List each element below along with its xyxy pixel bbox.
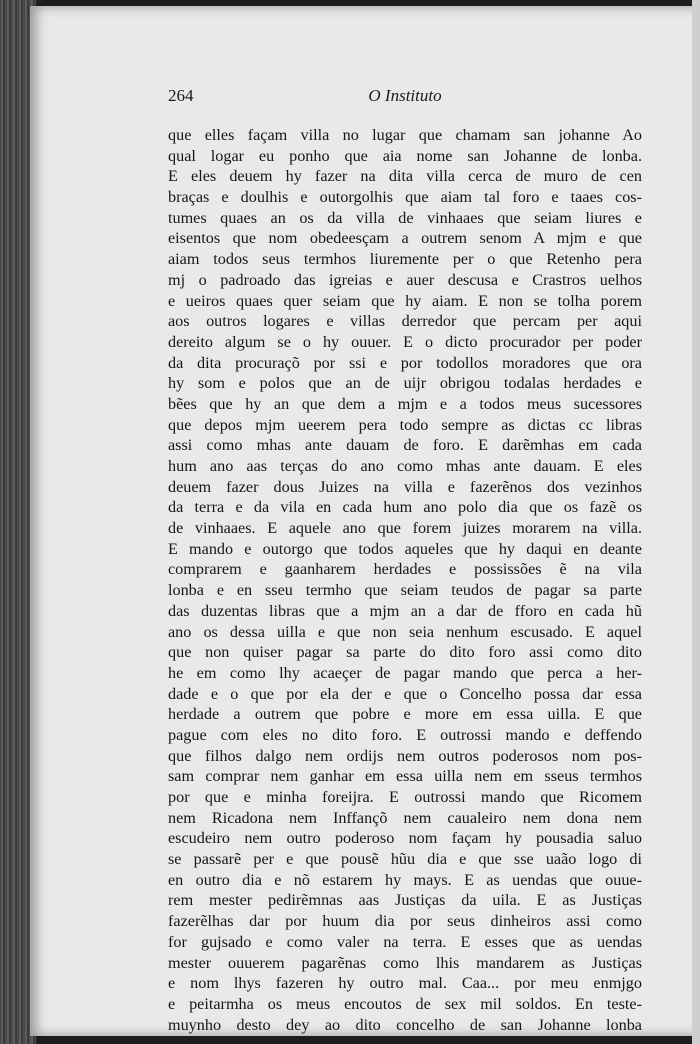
text-line: e peitarmha os meus encoutos de sex mil soldos. En teste- — [168, 994, 642, 1013]
page-header — [168, 86, 642, 114]
text-line: de vinhaaes. E aquele ano que forem juizes morarem na villa. — [168, 519, 642, 538]
text-line: en outro dia e nõ estarem hy mays. E as uendas que ouue- — [168, 870, 642, 889]
text-line: braças e doulhis e outorgolhis que aiam tal foro e taaes cos- — [168, 188, 642, 207]
document-body — [168, 125, 642, 1035]
text-line: hum ano aas terças do ano como mhas ante dauam. E eles — [168, 457, 642, 475]
text-line: mester ouuerem pagarẽnas como lhis mandarem as Justiças — [168, 953, 642, 972]
text-line: E mando e outorgo que todos aqueles que hy daqui en deante — [168, 539, 642, 558]
right-margin-edge — [692, 0, 700, 1044]
text-line: por que e minha foreijra. E outrossi mando que Ricomem — [168, 788, 642, 806]
text-line: se passarẽ per e que pousẽ hũu dia e que sse uaão logo di — [168, 850, 642, 869]
text-line: escudeiro nem outro poderoso nom façam hy pousadia saluo — [168, 829, 642, 848]
text-line: hy som e polos que an de uijr obrigou todalas herdades e — [168, 374, 642, 393]
text-line: da dita procuraçõ por ssi e por todollos moradores que ora — [168, 353, 642, 372]
text-line: lonba e en sseu termho que seiam teudos de pagar sa parte — [168, 581, 642, 600]
text-line: das duzentas libras que a mjm an a dar de fforo en cada hũ — [168, 601, 642, 620]
text-line: qual logar eu ponho que aia nome san Johanne de lonba. — [168, 146, 642, 165]
text-line: rem mester pedirẽmnas aas Justiças da uila. E as Justiças — [168, 891, 642, 910]
text-line: mj o padroado das igreias e auer descusa e Crastros uelhos — [168, 270, 642, 289]
text-line: deuem fazer dous Juizes na villa e fazerẽnos dos vezinhos — [168, 477, 642, 496]
text-line: nem Ricadona nem Inffançõ nem caualeiro nem dona nem — [168, 808, 642, 827]
running-title: O Instituto — [368, 86, 442, 105]
text-line: que filhos dalgo nem ordijs nem outros poderosos nom pos- — [168, 746, 642, 765]
text-line: assi como mhas ante dauam de foro. E darẽmhas em cada — [168, 436, 642, 455]
text-line: for gujsado e como valer na terra. E esses que as uendas — [168, 932, 642, 951]
text-line: ano os dessa uilla e que non seia nenhum escusado. E aquel — [168, 622, 642, 641]
text-line: da terra e da vila en cada hum ano polo dia que os fazẽ os — [168, 498, 642, 517]
text-line: e nom lhys fazeren hy outro mal. Caa... por meu enmjgo — [168, 974, 642, 993]
text-line: dade e o que por ela der e que o Concelho possa dar essa — [168, 684, 642, 703]
page-number: 264 — [168, 86, 194, 105]
text-line: aiam todos seus termhos liuremente per o que Retenho pera — [168, 250, 642, 269]
text-line: he em como lhy acaeçer de pagar mando que perca a her- — [168, 663, 642, 682]
text-line: muynho desto dey ao dito concelho de san Johanne lonba — [168, 1015, 642, 1034]
text-line: herdade a outrem que pobre e more em essa uilla. E que — [168, 705, 642, 724]
text-line: aos outros logares e villas derredor que percam per aqui — [168, 312, 642, 331]
text-line: que elles façam villa no lugar que chamam san johanne Ao — [168, 126, 642, 144]
text-line: sam comprar nem ganhar em essa uilla nem em sseus termhos — [168, 767, 642, 786]
text-line: dereito algum se o hy ouuer. E o dicto procurador per poder — [168, 332, 642, 351]
text-line: que depos mjm ueerem pera todo sempre as dictas cc libras — [168, 415, 642, 434]
text-line: tumes quaes an os da villa de vinhaaes que seiam liures e — [168, 208, 642, 227]
text-line: pague com eles no dito foro. E outrossi mando e deffendo — [168, 725, 642, 744]
text-line: que non quiser pagar sa parte do dito foro assi como dito — [168, 643, 642, 662]
text-line: eisentos que nom obedeesçam a outrem senom A mjm e que — [168, 229, 642, 248]
text-line: bẽes que hy an que dem a mjm e a todos meus sucessores — [168, 394, 642, 413]
text-line: e ueiros quaes quer seiam que hy aiam. E non se tolha porem — [168, 291, 642, 310]
text-line: fazerẽlhas dar por huum dia por seus dinheiros assi como — [168, 912, 642, 931]
text-line: comprarem e gaanharem herdades e possissões ẽ na vila — [168, 560, 642, 579]
text-line: E eles deuem hy fazer na dita villa cerca de muro de cen — [168, 167, 642, 186]
